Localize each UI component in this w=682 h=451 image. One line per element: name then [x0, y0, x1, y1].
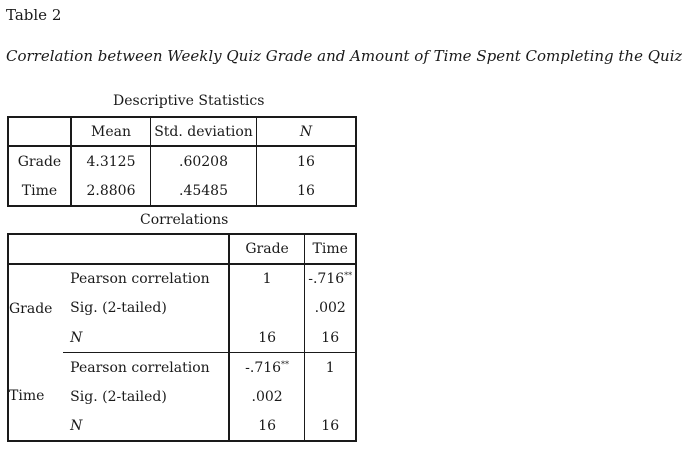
grade-time-sig: .002 — [314, 300, 346, 317]
time-n: 16 — [297, 182, 315, 199]
correlations-corner-cell — [8, 234, 63, 264]
grade-time-pearson: -.716** — [308, 271, 353, 288]
table-row — [8, 176, 356, 206]
correlations-table — [7, 233, 357, 442]
variable-label-grade: Grade — [9, 300, 53, 317]
table-row — [8, 353, 356, 383]
header-std-deviation: Std. deviation — [151, 117, 257, 146]
descriptive-corner-cell — [8, 117, 71, 146]
time-time-pearson: 1 — [325, 359, 335, 376]
grade-mean: 4.3125 — [71, 146, 151, 176]
time-mean: 2.8806 — [71, 176, 151, 206]
table-number: Table 2 — [6, 6, 62, 24]
grade-grade-sig — [229, 294, 305, 324]
stat-label-pearson: Pearson correlation — [63, 264, 229, 294]
variable-label-time: Time — [9, 388, 45, 405]
table-title: Correlation between Weekly Quiz Grade and Amount of Time Spent Completing the Quiz — [6, 47, 682, 65]
table-row — [8, 264, 356, 294]
descriptive-header-row — [8, 117, 356, 146]
row-label-grade: Grade — [8, 146, 71, 176]
table-row — [8, 146, 356, 176]
correlations-stat-header — [63, 234, 229, 264]
stat-label-n: N — [63, 323, 229, 353]
row-label-time: Time — [8, 176, 71, 206]
time-grade-pearson: -.716** — [229, 353, 305, 383]
header-mean: Mean — [71, 117, 151, 146]
time-std-deviation: .45485 — [151, 176, 257, 206]
grade-time-n: 16 — [305, 323, 356, 353]
time-time-sig — [305, 382, 356, 412]
grade-grade-n: 16 — [229, 323, 305, 353]
time-grade-sig: .002 — [229, 382, 305, 412]
stat-label-pearson: Pearson correlation — [63, 353, 229, 383]
header-grade: Grade — [229, 234, 305, 264]
descriptive-caption: Descriptive Statistics — [113, 93, 265, 109]
grade-grade-pearson: 1 — [229, 264, 305, 294]
header-time: Time — [305, 234, 356, 264]
grade-std-deviation: .60208 — [151, 146, 257, 176]
stat-label-sig: Sig. (2-tailed) — [63, 382, 229, 412]
significance-marker: ** — [344, 271, 353, 281]
grade-n: 16 — [297, 153, 315, 170]
time-grade-n: 16 — [229, 412, 305, 442]
time-time-n: 16 — [321, 417, 340, 434]
stat-label-n: N — [63, 412, 229, 442]
correlations-header-row — [8, 234, 356, 264]
correlations-caption: Correlations — [140, 212, 229, 228]
header-n: N — [257, 117, 357, 146]
descriptive-table — [7, 116, 357, 207]
stat-label-sig: Sig. (2-tailed) — [63, 294, 229, 324]
significance-marker: ** — [281, 359, 290, 369]
